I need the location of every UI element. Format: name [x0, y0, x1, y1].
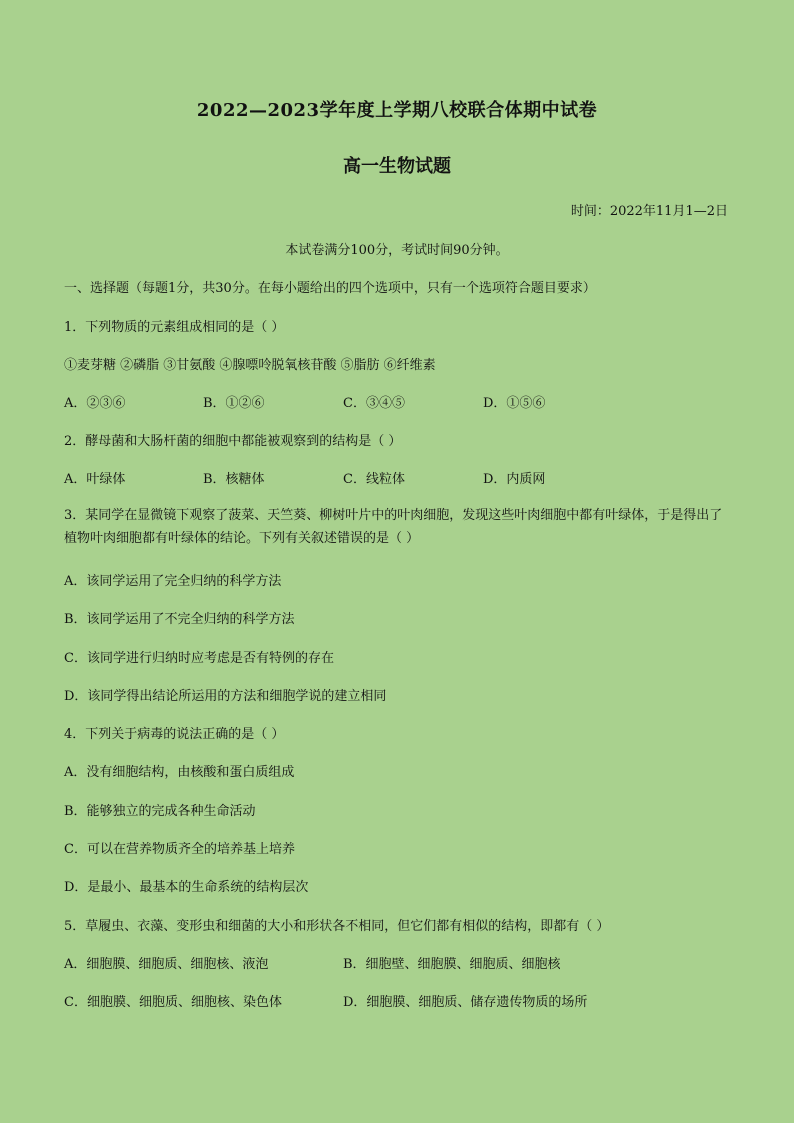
question-1-option-a: A．②③⑥	[64, 396, 126, 411]
question-2-option-d: D．内质网	[483, 472, 546, 487]
question-2-option-b: B．核糖体	[203, 472, 265, 487]
question-2-option-a: A．叶绿体	[64, 472, 126, 487]
question-5-option-a: A．细胞膜、细胞质、细胞核、液泡	[64, 957, 269, 972]
question-5-option-b: B．细胞壁、细胞膜、细胞质、细胞核	[343, 957, 561, 972]
question-4-option-c: C．可以在营养物质齐全的培养基上培养	[64, 842, 295, 857]
question-3-option-b: B．该同学运用了不完全归纳的科学方法	[64, 612, 295, 627]
question-1-option-d: D．①⑤⑥	[483, 396, 546, 411]
section-heading: 一、选择题（每题1分，共30分。在每小题给出的四个选项中，只有一个选项符合题目要求）	[64, 281, 596, 296]
exam-subtitle: 高一生物试题	[343, 156, 451, 177]
question-3-stem: 3．某同学在显微镜下观察了菠菜、天竺葵、柳树叶片中的叶肉细胞，发现这些叶肉细胞中都有叶绿体，于是得出了植物叶肉细胞都有叶绿体的结论。下列有关叙述错误的是（ ）	[64, 508, 723, 546]
question-4-option-d: D．是最小、最基本的生命系统的结构层次	[64, 880, 309, 895]
question-5-option-c: C．细胞膜、细胞质、细胞核、染色体	[64, 995, 282, 1010]
question-1-option-b: B．①②⑥	[203, 396, 265, 411]
question-2-stem: 2．酵母菌和大肠杆菌的细胞中都能被观察到的结构是（ ）	[64, 434, 402, 449]
exam-note: 本试卷满分100分，考试时间90分钟。	[285, 243, 509, 258]
question-1-items: ①麦芽糖 ②磷脂 ③甘氨酸 ④腺嘌呤脱氧核苷酸 ⑤脂肪 ⑥纤维素	[64, 358, 436, 373]
question-3-option-d: D．该同学得出结论所运用的方法和细胞学说的建立相同	[64, 689, 387, 704]
question-4-option-a: A．没有细胞结构，由核酸和蛋白质组成	[64, 765, 295, 780]
question-4-stem: 4．下列关于病毒的说法正确的是（ ）	[64, 727, 285, 742]
exam-title: 2022—2023学年度上学期八校联合体期中试卷	[196, 100, 598, 121]
question-1-stem: 1．下列物质的元素组成相同的是（ ）	[64, 320, 285, 335]
question-1-option-c: C．③④⑤	[343, 396, 405, 411]
question-5-stem: 5．草履虫、衣藻、变形虫和细菌的大小和形状各不相同，但它们都有相似的结构，即都有（ ）	[64, 919, 610, 934]
question-4-option-b: B．能够独立的完成各种生命活动	[64, 804, 256, 819]
exam-date: 时间：2022年11月1—2日	[570, 204, 728, 219]
question-2-option-c: C．线粒体	[343, 472, 405, 487]
question-3-option-a: A．该同学运用了完全归纳的科学方法	[64, 574, 282, 589]
question-5-option-d: D．细胞膜、细胞质、储存遗传物质的场所	[343, 995, 588, 1010]
question-3-option-c: C．该同学进行归纳时应考虑是否有特例的存在	[64, 651, 334, 666]
